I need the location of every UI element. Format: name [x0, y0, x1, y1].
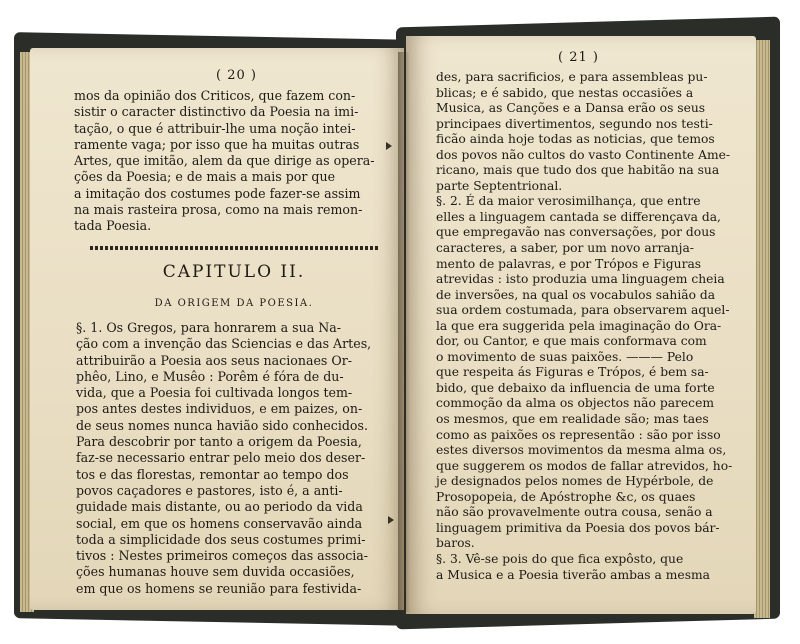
chapter-subtitle: DA ORIGEM DA POESIA.: [154, 298, 314, 309]
stitch-mark: [386, 142, 392, 150]
text-line: toda a simplicidade dos seus costumes primi-: [76, 531, 366, 547]
text-line: la que era suggerida pela imaginação do Ora-: [436, 318, 722, 333]
text-line: §. 3. Vê-se pois do que fica expôsto, que: [436, 551, 684, 566]
text-line: pos antes destes individuos, e em paizes, on-: [76, 401, 363, 417]
text-line: attribuirão a Poesia aos seus nacionaes Or-: [76, 352, 352, 368]
text-line: vida, que a Poesia foi cultivada longos tem-: [76, 385, 353, 401]
text-line: o movimento de suas paixões. ——— Pelo: [436, 349, 694, 364]
page-number-left: ( 20 ): [216, 68, 257, 83]
text-line: §. 1. Os Gregos, para honrarem a sua Na-: [76, 320, 341, 335]
right-body-text: [436, 70, 732, 583]
left-page: [30, 48, 404, 610]
text-line: atrevidas : isto produzia uma linguagem cheia: [436, 272, 725, 287]
text-line: Prosopopeia, de Apóstrophe &c, os quaes: [436, 489, 696, 504]
text-line: §. 2. É da maior verosimilhança, que entre: [436, 194, 701, 209]
text-line: de seus nomes nunca havião sido conhecidos.: [76, 417, 368, 433]
text-line: ramente vaga; por isso que ha muitas outras: [74, 136, 360, 152]
text-line: guidade mais distante, ou ao periodo da vida: [76, 499, 363, 515]
chapter-title: CAPITULO II.: [162, 262, 306, 282]
text-line: ções humanas houve sem duvida occasiões,: [76, 564, 355, 580]
text-line: je designados pelos nomes de Hypérbole, de: [436, 474, 714, 489]
text-line: sistir o caracter distinctivo da Poesia na imi-: [74, 104, 359, 120]
text-line: em que os homens se reunião para festivida-: [76, 580, 362, 596]
text-line: caracteres, a saber, por um novo arranja-: [436, 241, 694, 256]
text-line: Musica, as Canções e a Dansa erão os seus: [436, 101, 706, 116]
text-line: dor, ou Cantor, e que mais conformava com: [436, 334, 707, 349]
text-line: Artes, que imitão, alem da que dirige as opera-: [74, 153, 375, 169]
text-line: a Musica e a Poesia tiverão ambas a mesma: [436, 567, 711, 582]
chapter-divider-rule: [90, 246, 380, 250]
text-line: social, em que os homens conservavão ainda: [76, 515, 363, 531]
text-line: ficão ainda hoje todas as noticias, que temos: [436, 132, 715, 147]
text-line: parte Septentrional.: [436, 178, 563, 193]
text-line: povos caçadores e pastores, isto é, a anti-: [76, 482, 343, 498]
text-line: tada Poesia.: [74, 218, 152, 234]
text-line: faz-se necessario entrar pelo meio dos deser-: [76, 450, 366, 466]
text-line: sua ordem costumada, para observarem aquel-: [436, 303, 730, 318]
text-line: que empregavão nas conversações, por dous: [436, 225, 716, 240]
text-line: mento de palavras, e por Trópos e Figuras: [436, 256, 702, 271]
text-line: phêo, Lino, e Musêo : Porêm é fóra de du-: [76, 368, 344, 384]
text-line: commoção da alma os objectos não parecem: [436, 396, 715, 411]
text-line: Para descobrir por tanto a origem da Poesia,: [76, 434, 362, 450]
text-line: na mais rasteira prosa, como na mais remon-: [74, 202, 363, 218]
stitch-mark: [388, 516, 394, 524]
text-line: des, para sacrificios, e para assembleas pu-: [436, 70, 708, 84]
text-line: estes diversos movimentos da mesma alma os,: [436, 443, 727, 458]
text-line: tação, o que é attribuir-lhe uma noção intei-: [74, 120, 356, 136]
right-page: [406, 36, 756, 614]
text-line: tivos : Nestes primeiros começos das associa-: [76, 548, 369, 564]
book-gutter-shadow: [398, 52, 410, 612]
text-line: blicas; e é sabido, que nestas occasiões a: [436, 85, 694, 100]
text-line: a imitação dos costumes pode fazer-se assim: [74, 185, 361, 201]
text-line: ções da Poesia; e de mais a mais por que: [74, 169, 336, 185]
text-line: como as paixões os representão : são por isso: [436, 427, 721, 442]
text-line: elles a linguagem cantada se differençava da,: [436, 209, 721, 224]
text-line: ção com a invenção das Sciencias e das Artes,: [76, 336, 372, 352]
text-line: baros.: [436, 536, 475, 551]
text-line: dos povos não cultos do vasto Continente Ame-: [436, 147, 731, 162]
page-number-right: ( 21 ): [558, 50, 599, 65]
text-line: linguagem primitiva da Poesia dos povos bár-: [436, 520, 720, 535]
text-line: principaes divertimentos, segundo nos testi-: [436, 116, 713, 131]
text-line: mos da opinião dos Criticos, que fazem con-: [74, 88, 356, 103]
text-line: bido, que debaixo da influencia de uma forte: [436, 380, 715, 395]
text-line: os mesmos, que em realidade são; mas taes: [436, 412, 709, 427]
left-body-paragraph: [76, 320, 371, 597]
text-line: não são provavelmente outra cousa, senão a: [436, 505, 713, 520]
open-book: [14, 22, 780, 628]
text-line: tos e das florestas, remontar ao tempo dos: [76, 466, 349, 482]
left-top-paragraph: [74, 88, 375, 235]
text-line: de inversões, na qual os vocabulos sahião da: [436, 287, 716, 302]
page-edges-right: [754, 40, 770, 618]
text-line: que suggerem os modos de fallar atrevidos, ho-: [436, 458, 733, 473]
text-line: ricano, mais que tudo dos que habitão na sua: [436, 163, 720, 178]
text-line: que respeita ás Figuras e Trópos, é bem sa-: [436, 365, 709, 380]
